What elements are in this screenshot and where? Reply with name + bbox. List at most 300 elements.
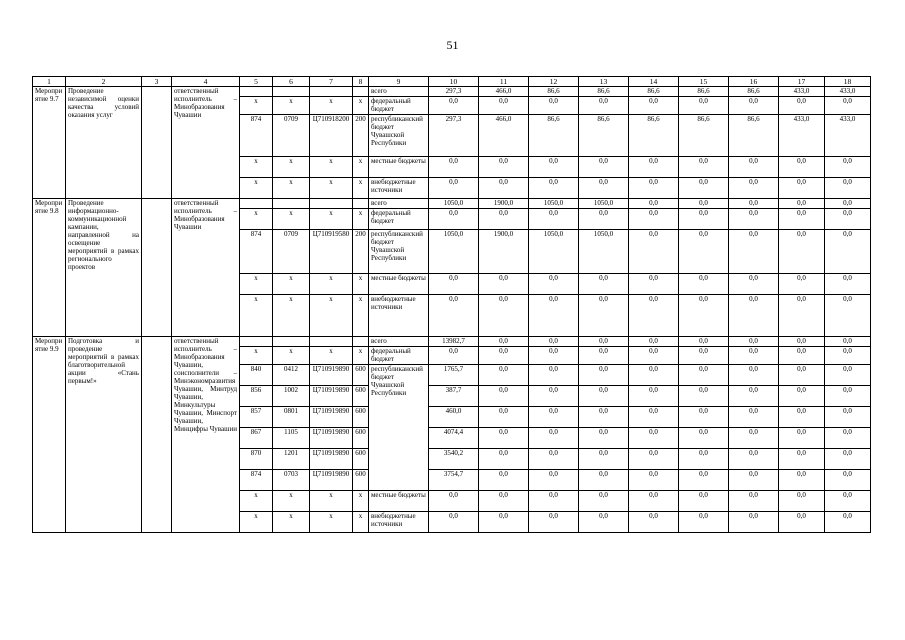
grbs-code: х [240, 178, 273, 199]
header-cell: 13 [579, 77, 629, 87]
expense-type: 200 [353, 230, 369, 274]
funding-source: всего [369, 87, 429, 97]
section-code: х [273, 347, 310, 365]
target-article: Ц710919890 [310, 470, 353, 491]
value-cell: 0,0 [729, 230, 779, 274]
section-code: 0801 [273, 407, 310, 428]
value-cell: 86,6 [629, 87, 679, 97]
section-code: х [273, 295, 310, 337]
value-cell: 0,0 [629, 512, 679, 533]
value-cell: 86,6 [579, 115, 629, 157]
target-article: Ц710919890 [310, 386, 353, 407]
value-cell: 0,0 [529, 365, 579, 386]
grbs-code [240, 87, 273, 97]
value-cell: 0,0 [579, 97, 629, 115]
value-cell: 0,0 [679, 449, 729, 470]
grbs-code: 867 [240, 428, 273, 449]
value-cell: 0,0 [779, 512, 825, 533]
value-cell: 0,0 [825, 470, 871, 491]
value-cell: 0,0 [629, 365, 679, 386]
value-cell: 0,0 [579, 512, 629, 533]
measure-title: Подготовка и проведение мероприятий в рамках благотворительной акции «Стань первым!» [66, 337, 142, 533]
target-article [310, 337, 353, 347]
value-cell: 1765,7 [429, 365, 479, 386]
table-row [33, 199, 871, 209]
value-cell: 86,6 [629, 115, 679, 157]
expense-type: х [353, 347, 369, 365]
value-cell: 0,0 [579, 347, 629, 365]
section-code [273, 199, 310, 209]
value-cell: 0,0 [479, 337, 529, 347]
value-cell: 0,0 [579, 337, 629, 347]
value-cell: 0,0 [529, 449, 579, 470]
value-cell: 0,0 [825, 491, 871, 512]
grbs-code: 840 [240, 365, 273, 386]
target-article: х [310, 209, 353, 230]
grbs-code: х [240, 491, 273, 512]
section-code: 1201 [273, 449, 310, 470]
header-cell: 10 [429, 77, 479, 87]
value-cell: 0,0 [579, 491, 629, 512]
expense-type: 600 [353, 365, 369, 386]
value-cell: 0,0 [729, 199, 779, 209]
grbs-code: 856 [240, 386, 273, 407]
funding-source: федеральный бюджет [369, 347, 429, 365]
value-cell: 0,0 [729, 386, 779, 407]
value-cell: 0,0 [629, 230, 679, 274]
empty-cell [142, 337, 172, 533]
value-cell: 0,0 [579, 178, 629, 199]
target-article: Ц710919580 [310, 230, 353, 274]
value-cell: 0,0 [825, 274, 871, 295]
value-cell: 0,0 [779, 347, 825, 365]
value-cell: 0,0 [629, 386, 679, 407]
expense-type: х [353, 295, 369, 337]
target-article [310, 87, 353, 97]
value-cell: 0,0 [825, 449, 871, 470]
funding-source: местные бюджеты [369, 274, 429, 295]
value-cell: 0,0 [479, 449, 529, 470]
value-cell: 4074,4 [429, 428, 479, 449]
header-cell: 7 [310, 77, 353, 87]
value-cell: 0,0 [779, 428, 825, 449]
value-cell: 1050,0 [529, 199, 579, 209]
header-cell: 4 [172, 77, 240, 87]
value-cell: 0,0 [529, 347, 579, 365]
value-cell: 0,0 [479, 97, 529, 115]
grbs-code: х [240, 295, 273, 337]
funding-source: всего [369, 337, 429, 347]
header-cell: 6 [273, 77, 310, 87]
value-cell: 0,0 [629, 157, 679, 178]
value-cell: 0,0 [825, 157, 871, 178]
value-cell: 0,0 [529, 295, 579, 337]
target-article: Ц710919890 [310, 449, 353, 470]
value-cell: 297,3 [429, 87, 479, 97]
value-cell: 0,0 [579, 157, 629, 178]
value-cell: 0,0 [825, 386, 871, 407]
header-cell: 2 [66, 77, 142, 87]
expense-type: х [353, 178, 369, 199]
grbs-code: 874 [240, 230, 273, 274]
value-cell: 0,0 [679, 209, 729, 230]
measure-number: Мероприятие 9.7 [33, 87, 66, 199]
value-cell: 0,0 [579, 295, 629, 337]
expense-type: х [353, 512, 369, 533]
value-cell: 0,0 [779, 470, 825, 491]
value-cell: 0,0 [779, 295, 825, 337]
value-cell: 0,0 [779, 230, 825, 274]
value-cell: 0,0 [825, 230, 871, 274]
grbs-code: 874 [240, 115, 273, 157]
value-cell: 0,0 [629, 407, 679, 428]
value-cell: 433,0 [779, 115, 825, 157]
value-cell: 0,0 [579, 470, 629, 491]
value-cell: 0,0 [429, 347, 479, 365]
value-cell: 0,0 [629, 470, 679, 491]
target-article: х [310, 274, 353, 295]
value-cell: 0,0 [779, 365, 825, 386]
grbs-code [240, 337, 273, 347]
value-cell: 0,0 [479, 209, 529, 230]
funding-source: местные бюджеты [369, 491, 429, 512]
value-cell: 0,0 [579, 386, 629, 407]
value-cell: 0,0 [729, 209, 779, 230]
value-cell: 0,0 [629, 178, 679, 199]
target-article [310, 199, 353, 209]
value-cell: 0,0 [729, 274, 779, 295]
value-cell: 0,0 [429, 295, 479, 337]
value-cell: 0,0 [579, 365, 629, 386]
value-cell: 86,6 [729, 115, 779, 157]
value-cell: 0,0 [529, 209, 579, 230]
value-cell: 0,0 [779, 407, 825, 428]
value-cell: 433,0 [779, 87, 825, 97]
value-cell: 0,0 [729, 295, 779, 337]
value-cell: 0,0 [729, 449, 779, 470]
value-cell: 0,0 [679, 178, 729, 199]
section-code [273, 337, 310, 347]
section-code: х [273, 97, 310, 115]
grbs-code: 857 [240, 407, 273, 428]
value-cell: 1900,0 [479, 230, 529, 274]
value-cell: 0,0 [629, 209, 679, 230]
funding-source: внебюджетные источники [369, 178, 429, 199]
value-cell: 86,6 [529, 87, 579, 97]
value-cell: 466,0 [479, 115, 529, 157]
value-cell: 0,0 [429, 512, 479, 533]
value-cell: 0,0 [779, 178, 825, 199]
value-cell: 0,0 [779, 274, 825, 295]
expense-type: х [353, 209, 369, 230]
value-cell: 0,0 [529, 178, 579, 199]
expense-type: х [353, 491, 369, 512]
value-cell: 1050,0 [579, 230, 629, 274]
value-cell: 1900,0 [479, 199, 529, 209]
value-cell: 0,0 [825, 295, 871, 337]
section-code: 0703 [273, 470, 310, 491]
value-cell: 0,0 [629, 295, 679, 337]
section-code: х [273, 491, 310, 512]
value-cell: 0,0 [779, 491, 825, 512]
value-cell: 0,0 [779, 157, 825, 178]
value-cell: 0,0 [679, 157, 729, 178]
value-cell: 1050,0 [429, 199, 479, 209]
funding-source: внебюджетные источники [369, 512, 429, 533]
value-cell: 0,0 [729, 428, 779, 449]
value-cell: 0,0 [825, 199, 871, 209]
value-cell: 0,0 [779, 97, 825, 115]
value-cell: 0,0 [679, 512, 729, 533]
expense-type [353, 87, 369, 97]
expense-type [353, 199, 369, 209]
value-cell: 0,0 [729, 512, 779, 533]
value-cell: 433,0 [825, 87, 871, 97]
header-cell: 15 [679, 77, 729, 87]
header-cell: 16 [729, 77, 779, 87]
value-cell: 297,3 [429, 115, 479, 157]
target-article: х [310, 157, 353, 178]
value-cell: 0,0 [679, 97, 729, 115]
header-cell: 18 [825, 77, 871, 87]
value-cell: 0,0 [679, 295, 729, 337]
value-cell: 0,0 [729, 157, 779, 178]
value-cell: 1050,0 [579, 199, 629, 209]
expense-type: х [353, 274, 369, 295]
measure-number: Мероприятие 9.8 [33, 199, 66, 337]
grbs-code [240, 199, 273, 209]
target-article: х [310, 295, 353, 337]
value-cell: 86,6 [579, 87, 629, 97]
expense-type: 600 [353, 386, 369, 407]
value-cell: 86,6 [679, 115, 729, 157]
grbs-code: 874 [240, 470, 273, 491]
value-cell: 0,0 [825, 407, 871, 428]
value-cell: 0,0 [729, 337, 779, 347]
value-cell: 0,0 [825, 365, 871, 386]
value-cell: 0,0 [629, 97, 679, 115]
value-cell: 0,0 [629, 274, 679, 295]
funding-source: республиканский бюджет Чувашской Республики [369, 365, 429, 491]
funding-source: республиканский бюджет Чувашской Республики [369, 115, 429, 157]
value-cell: 460,0 [429, 407, 479, 428]
value-cell: 0,0 [825, 428, 871, 449]
value-cell: 0,0 [825, 512, 871, 533]
value-cell: 0,0 [825, 97, 871, 115]
value-cell: 0,0 [679, 386, 729, 407]
value-cell: 1050,0 [429, 230, 479, 274]
value-cell: 433,0 [825, 115, 871, 157]
value-cell: 0,0 [629, 491, 679, 512]
value-cell: 0,0 [729, 365, 779, 386]
header-cell: 11 [479, 77, 529, 87]
grbs-code: х [240, 209, 273, 230]
value-cell: 0,0 [629, 199, 679, 209]
value-cell: 0,0 [679, 407, 729, 428]
value-cell: 0,0 [529, 491, 579, 512]
value-cell: 0,0 [479, 386, 529, 407]
value-cell: 0,0 [529, 97, 579, 115]
value-cell: 0,0 [429, 274, 479, 295]
expense-type: 200 [353, 115, 369, 157]
target-article: х [310, 491, 353, 512]
header-cell: 1 [33, 77, 66, 87]
value-cell: 0,0 [729, 178, 779, 199]
grbs-code: 870 [240, 449, 273, 470]
value-cell: 0,0 [529, 337, 579, 347]
grbs-code: х [240, 157, 273, 178]
value-cell: 0,0 [479, 512, 529, 533]
value-cell: 0,0 [779, 337, 825, 347]
empty-cell [142, 199, 172, 337]
value-cell: 3540,2 [429, 449, 479, 470]
value-cell: 0,0 [529, 512, 579, 533]
value-cell: 86,6 [679, 87, 729, 97]
value-cell: 0,0 [679, 199, 729, 209]
value-cell: 0,0 [825, 209, 871, 230]
value-cell: 0,0 [479, 347, 529, 365]
value-cell: 0,0 [579, 209, 629, 230]
value-cell: 0,0 [629, 428, 679, 449]
value-cell: 0,0 [679, 470, 729, 491]
value-cell: 0,0 [529, 274, 579, 295]
value-cell: 0,0 [679, 230, 729, 274]
grbs-code: х [240, 274, 273, 295]
section-code: х [273, 274, 310, 295]
value-cell: 13982,7 [429, 337, 479, 347]
value-cell: 387,7 [429, 386, 479, 407]
value-cell: 0,0 [679, 347, 729, 365]
section-code: 1105 [273, 428, 310, 449]
target-article: х [310, 178, 353, 199]
value-cell: 0,0 [479, 157, 529, 178]
value-cell: 0,0 [629, 449, 679, 470]
value-cell: 0,0 [629, 347, 679, 365]
target-article: Ц710918200 [310, 115, 353, 157]
value-cell: 0,0 [429, 178, 479, 199]
value-cell: 0,0 [679, 428, 729, 449]
value-cell: 3754,7 [429, 470, 479, 491]
responsible-executor: ответственный исполнитель – Минобразования Чувашии, соисполнители – Минэкономразвития Чувашии, Минтруд Чувашии, Минкультуры Чувашии, Минспорт Чувашии, Минцифры Чувашии [172, 337, 240, 533]
section-code: х [273, 512, 310, 533]
section-code: 0412 [273, 365, 310, 386]
measure-title: Проведение информационно-коммуникационной кампании, направленной на освещение мероприятий в рамках регионального проектов [66, 199, 142, 337]
value-cell: 0,0 [529, 407, 579, 428]
value-cell: 0,0 [729, 491, 779, 512]
expense-type: х [353, 97, 369, 115]
header-cell: 14 [629, 77, 679, 87]
funding-source: внебюджетные источники [369, 295, 429, 337]
section-code: 0709 [273, 230, 310, 274]
table-row [33, 87, 871, 97]
header-row [33, 77, 871, 87]
value-cell: 0,0 [479, 295, 529, 337]
target-article: х [310, 512, 353, 533]
value-cell: 1050,0 [529, 230, 579, 274]
grbs-code: х [240, 97, 273, 115]
value-cell: 0,0 [479, 491, 529, 512]
value-cell: 0,0 [429, 97, 479, 115]
expense-type: х [353, 157, 369, 178]
value-cell: 0,0 [779, 199, 825, 209]
grbs-code: х [240, 347, 273, 365]
value-cell: 0,0 [729, 407, 779, 428]
value-cell: 0,0 [579, 449, 629, 470]
value-cell: 0,0 [579, 274, 629, 295]
value-cell: 0,0 [429, 209, 479, 230]
value-cell: 0,0 [479, 407, 529, 428]
section-code: 0709 [273, 115, 310, 157]
value-cell: 0,0 [479, 274, 529, 295]
target-article: Ц710919890 [310, 407, 353, 428]
value-cell: 86,6 [729, 87, 779, 97]
value-cell: 0,0 [529, 157, 579, 178]
header-cell: 5 [240, 77, 273, 87]
value-cell: 0,0 [579, 428, 629, 449]
responsible-executor: ответственный исполнитель – Минобразования Чувашии [172, 199, 240, 337]
section-code: 1002 [273, 386, 310, 407]
expense-type: 600 [353, 407, 369, 428]
value-cell: 0,0 [479, 428, 529, 449]
funding-source: республиканский бюджет Чувашской Республики [369, 230, 429, 274]
value-cell: 0,0 [429, 491, 479, 512]
funding-source: федеральный бюджет [369, 97, 429, 115]
expense-type: 600 [353, 428, 369, 449]
value-cell: 0,0 [479, 470, 529, 491]
value-cell: 0,0 [779, 386, 825, 407]
value-cell: 0,0 [529, 386, 579, 407]
target-article: Ц710919890 [310, 365, 353, 386]
target-article: х [310, 347, 353, 365]
value-cell: 0,0 [479, 178, 529, 199]
value-cell: 0,0 [825, 178, 871, 199]
header-cell: 8 [353, 77, 369, 87]
section-code: х [273, 157, 310, 178]
expense-type: 600 [353, 470, 369, 491]
funding-source: федеральный бюджет [369, 209, 429, 230]
funding-source: местные бюджеты [369, 157, 429, 178]
measure-number: Мероприятие 9.9 [33, 337, 66, 533]
value-cell: 86,6 [529, 115, 579, 157]
header-cell: 12 [529, 77, 579, 87]
value-cell: 466,0 [479, 87, 529, 97]
table-row [33, 337, 871, 347]
value-cell: 0,0 [729, 97, 779, 115]
page-number: 51 [446, 38, 459, 52]
target-article: Ц710919890 [310, 428, 353, 449]
value-cell: 0,0 [479, 365, 529, 386]
value-cell: 0,0 [729, 470, 779, 491]
empty-cell [142, 87, 172, 199]
measure-title: Проведение независимой оценки качества условий оказания услуг [66, 87, 142, 199]
value-cell: 0,0 [679, 365, 729, 386]
value-cell: 0,0 [429, 157, 479, 178]
target-article: х [310, 97, 353, 115]
value-cell: 0,0 [779, 209, 825, 230]
expense-type [353, 337, 369, 347]
value-cell: 0,0 [825, 337, 871, 347]
header-cell: 3 [142, 77, 172, 87]
value-cell: 0,0 [825, 347, 871, 365]
value-cell: 0,0 [729, 347, 779, 365]
section-code: х [273, 178, 310, 199]
expense-type: 600 [353, 449, 369, 470]
value-cell: 0,0 [679, 337, 729, 347]
value-cell: 0,0 [529, 428, 579, 449]
section-code: х [273, 209, 310, 230]
value-cell: 0,0 [579, 407, 629, 428]
header-cell: 9 [369, 77, 429, 87]
